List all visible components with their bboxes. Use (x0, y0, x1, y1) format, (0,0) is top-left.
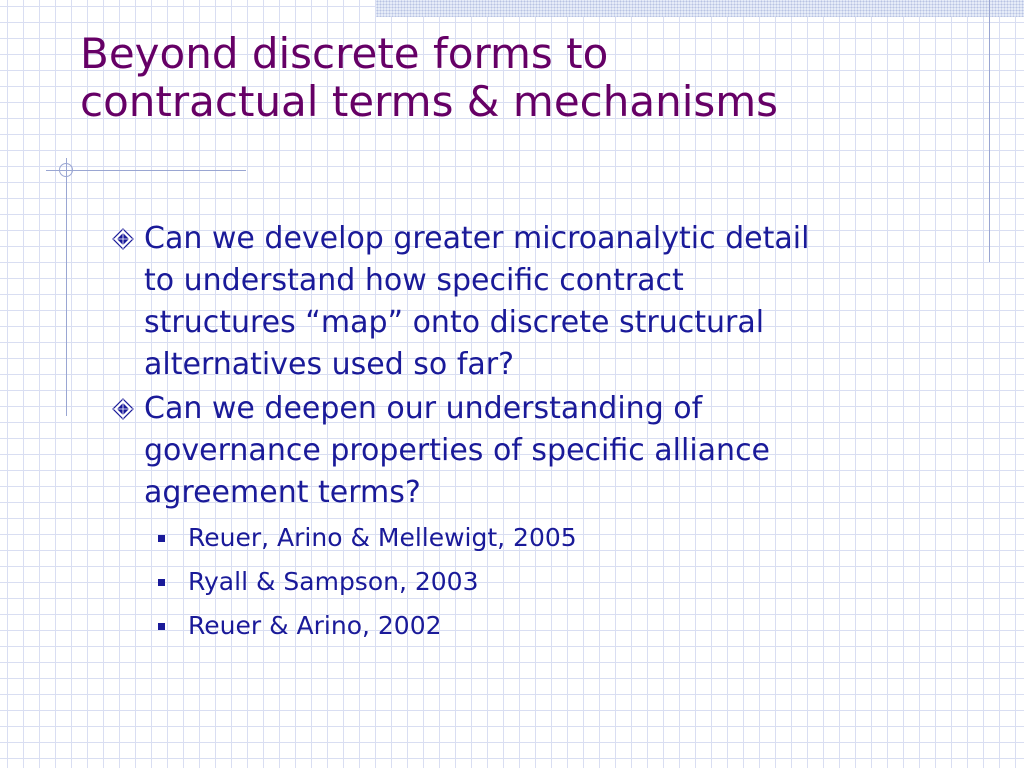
slide-body (100, 218, 960, 648)
square-icon (158, 623, 165, 630)
bullet-item-1 (100, 218, 960, 386)
bullet-1-line-3: structures “map” onto discrete structural (144, 305, 765, 340)
square-icon (158, 579, 165, 586)
sub-bullet-1-text: Reuer, Arino & Mellewigt, 2005 (188, 523, 577, 552)
square-icon (158, 535, 165, 542)
decorative-vertical-line-left (66, 158, 67, 416)
slide-title (80, 30, 980, 126)
decorative-vertical-line-right (989, 0, 990, 262)
decorative-top-band (376, 0, 1024, 17)
sub-bullet-2-text: Ryall & Sampson, 2003 (188, 567, 479, 596)
diamond-icon (112, 228, 134, 250)
bullet-item-2 (100, 388, 960, 514)
bullet-1-line-2: to understand how specific contract (144, 263, 684, 298)
bullet-1-line-4: alternatives used so far? (144, 347, 515, 382)
decorative-horizontal-line (46, 170, 246, 171)
slide-title-line-1: Beyond discrete forms to (80, 29, 609, 78)
sub-bullet-item-3 (100, 604, 960, 648)
bullet-2-line-1: Can we deepen our understanding of (144, 391, 703, 426)
slide-title-line-2: contractual terms & mechanisms (80, 77, 779, 126)
sub-bullet-3-text: Reuer & Arino, 2002 (188, 611, 442, 640)
sub-bullet-item-2 (100, 560, 960, 604)
decorative-circle (59, 163, 73, 177)
bullet-2-line-2: governance properties of specific alliance (144, 433, 771, 468)
bullet-1-line-1: Can we develop greater microanalytic detail (144, 221, 810, 256)
diamond-icon (112, 398, 134, 420)
sub-bullet-item-1 (100, 516, 960, 560)
bullet-2-line-3: agreement terms? (144, 475, 421, 510)
